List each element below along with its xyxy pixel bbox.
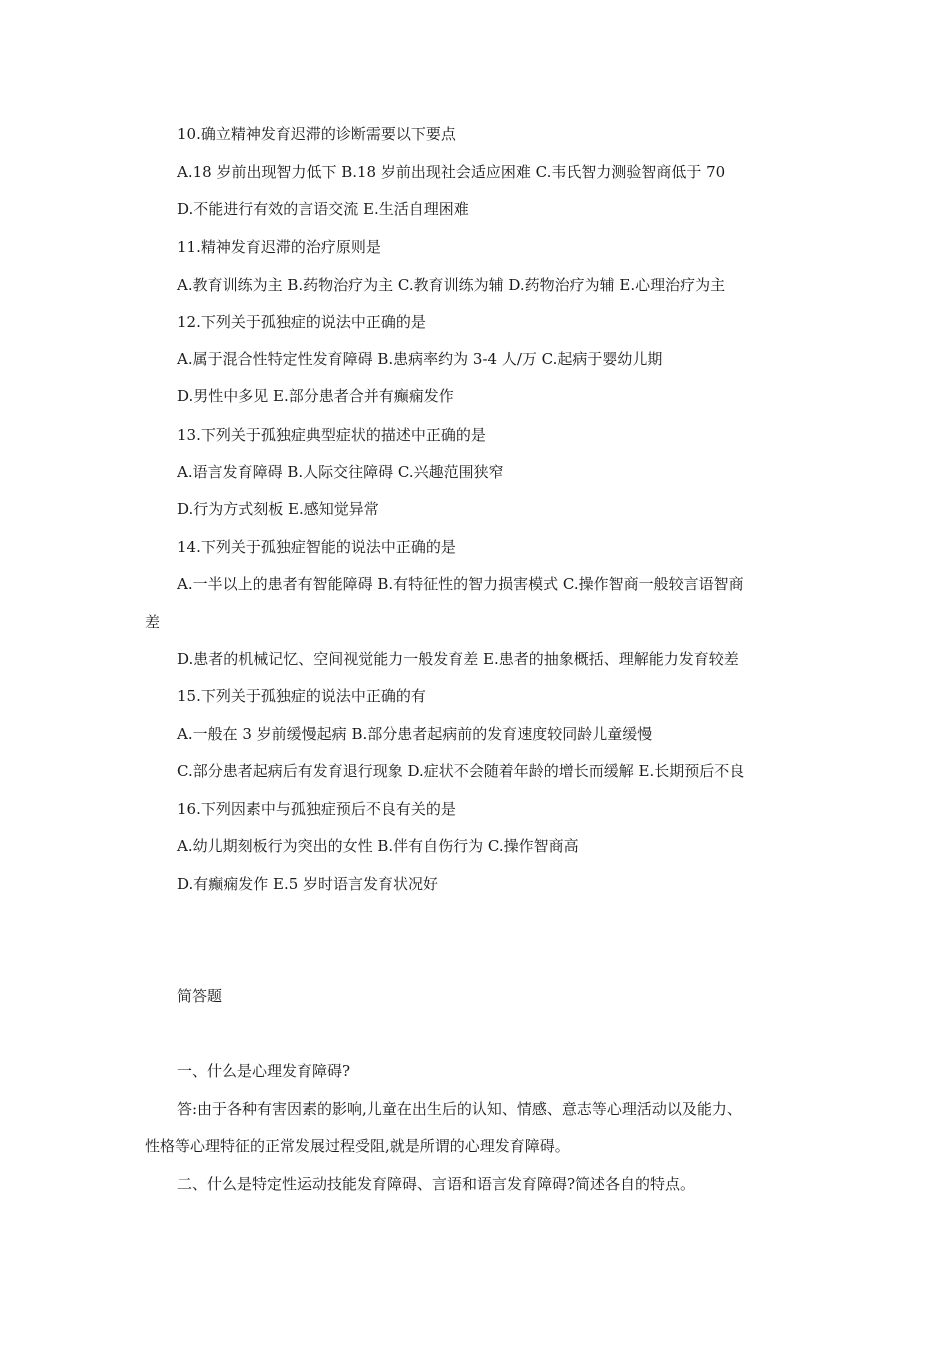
question-14-options-d-e: D.患者的机械记忆、空间视觉能力一般发育差 E.患者的抽象概括、理解能力发育较差 (177, 650, 739, 668)
question-10-options-a-c: A.18 岁前出现智力低下 B.18 岁前出现社会适应困难 C.韦氏智力测验智商低于 70 (177, 163, 726, 181)
question-14-stem: 14.下列关于孤独症智能的说法中正确的是 (177, 538, 456, 556)
question-10-options-d-e: D.不能进行有效的言语交流 E.生活自理困难 (177, 200, 469, 218)
question-11-options: A.教育训练为主 B.药物治疗为主 C.教育训练为辅 D.药物治疗为辅 E.心理治疗为主 (177, 276, 726, 294)
question-13-stem: 13.下列关于孤独症典型症状的描述中正确的是 (177, 426, 486, 444)
question-11-stem: 11.精神发育迟滞的治疗原则是 (177, 238, 381, 256)
question-14-options-a-c-wrap: 差 (145, 613, 161, 631)
question-15-options-c-e: C.部分患者起病后有发育退行现象 D.症状不会随着年龄的增长而缓解 E.长期预后不良 (177, 762, 745, 780)
section-heading-short-answer: 简答题 (177, 987, 223, 1005)
question-15-options-a-b: A.一般在 3 岁前缓慢起病 B.部分患者起病前的发育速度较同龄儿童缓慢 (177, 725, 653, 743)
question-16-options-d-e: D.有癫痫发作 E.5 岁时语言发育状况好 (177, 875, 439, 893)
short-answer-1-answer-wrap: 性格等心理特征的正常发展过程受阻,就是所谓的心理发育障碍。 (145, 1137, 570, 1155)
short-answer-2-question: 二、什么是特定性运动技能发育障碍、言语和语言发育障碍?简述各自的特点。 (177, 1175, 696, 1193)
question-14-options-a-c: A.一半以上的患者有智能障碍 B.有特征性的智力损害模式 C.操作智商一般较言语智商 (177, 575, 744, 593)
question-15-stem: 15.下列关于孤独症的说法中正确的有 (177, 687, 426, 705)
question-12-options-d-e: D.男性中多见 E.部分患者合并有癫痫发作 (177, 387, 454, 405)
question-13-options-d-e: D.行为方式刻板 E.感知觉异常 (177, 500, 379, 518)
short-answer-1-question: 一、什么是心理发育障碍? (177, 1062, 351, 1080)
question-10-stem: 10.确立精神发育迟滞的诊断需要以下要点 (177, 125, 456, 143)
short-answer-1-answer: 答:由于各种有害因素的影响,儿童在出生后的认知、情感、意志等心理活动以及能力、 (177, 1100, 742, 1118)
question-12-stem: 12.下列关于孤独症的说法中正确的是 (177, 313, 426, 331)
question-16-stem: 16.下列因素中与孤独症预后不良有关的是 (177, 800, 456, 818)
question-16-options-a-c: A.幼儿期刻板行为突出的女性 B.伴有自伤行为 C.操作智商高 (177, 837, 579, 855)
question-13-options-a-c: A.语言发育障碍 B.人际交往障碍 C.兴趣范围狭窄 (177, 463, 504, 481)
question-12-options-a-c: A.属于混合性特定性发育障碍 B.患病率约为 3-4 人/万 C.起病于婴幼儿期 (177, 350, 663, 368)
